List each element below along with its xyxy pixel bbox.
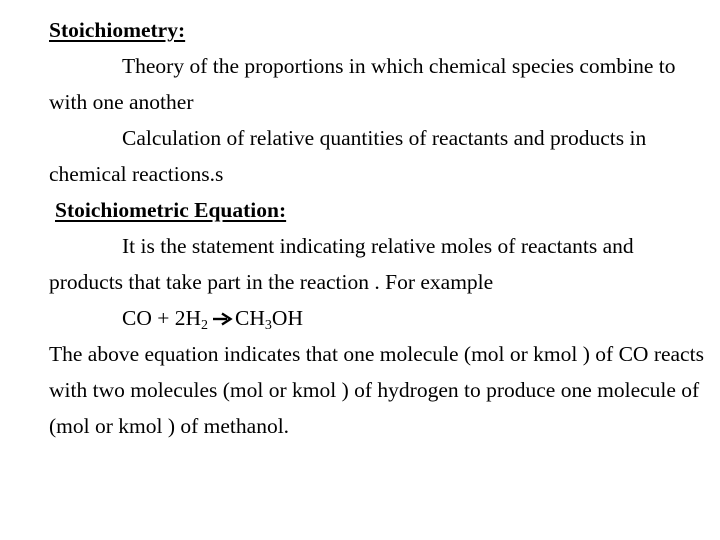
- heading-stoichiometry: Stoichiometry:: [49, 18, 186, 42]
- reactant-h2: 2H: [174, 306, 202, 330]
- slide-content: [49, 12, 709, 444]
- product-ch: CH: [235, 306, 265, 330]
- product-ch-subscript: 3: [264, 318, 272, 333]
- reactant-h2-subscript: 2: [201, 318, 209, 333]
- statement-paragraph: It is the statement indicating relative moles of reactants and products that take part in the reaction . For example: [49, 234, 634, 294]
- definition-calculation: Calculation of relative quantities of reactants and products in chemical reactions.s: [49, 126, 647, 186]
- explanation-paragraph: The above equation indicates that one molecule (mol or kmol ) of CO reacts with two molecules (mol or kmol ) of hydrogen to produce one molecule of (mol or kmol ) of methanol.: [49, 342, 704, 438]
- heading-stoichiometric-equation: Stoichiometric Equation:: [55, 198, 287, 222]
- definition-theory: Theory of the proportions in which chemical species combine to with one another: [49, 54, 676, 114]
- plus-sign: +: [151, 306, 175, 330]
- right-arrow-icon: [212, 312, 234, 326]
- product-oh: OH: [271, 306, 303, 330]
- reactant-co: CO: [122, 306, 152, 330]
- chemical-equation: [49, 300, 709, 336]
